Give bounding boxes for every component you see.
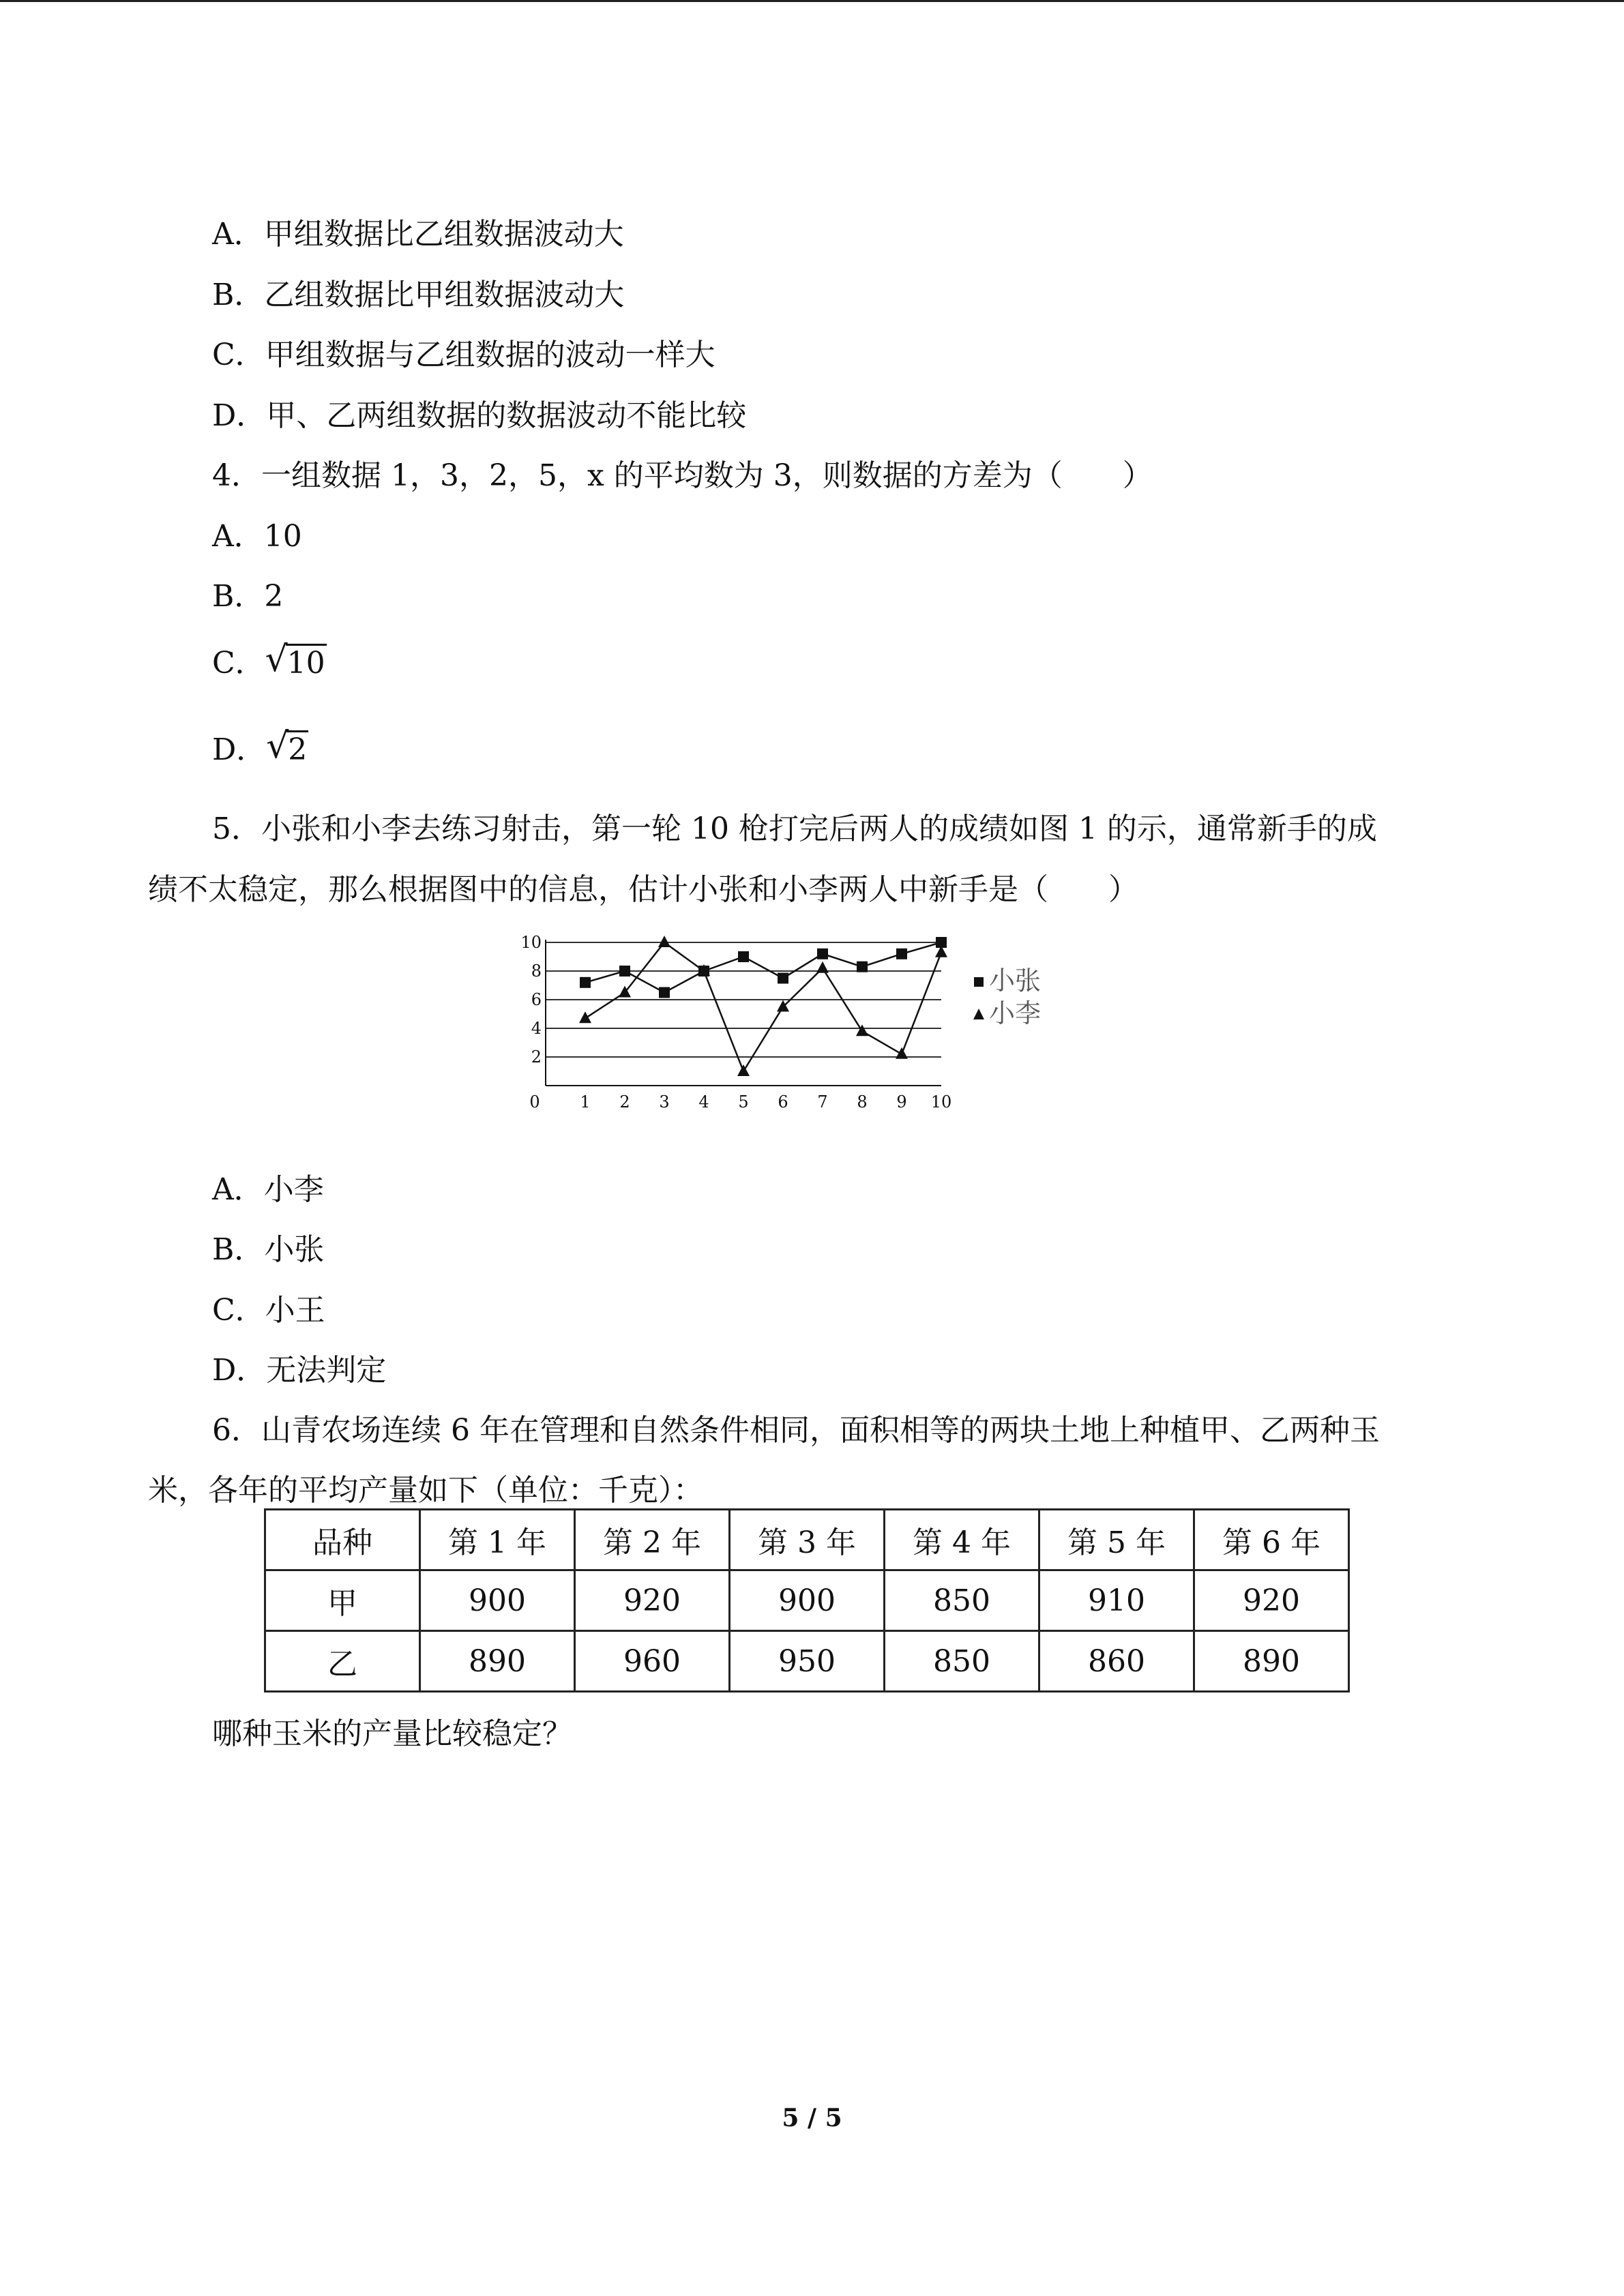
- legend-marker-triangle: [973, 1009, 984, 1019]
- option-a-q4: A．10: [212, 519, 302, 554]
- series-line-2: [585, 942, 941, 1071]
- sqrt-10-radicand: 10: [286, 644, 327, 681]
- table-cell: 960: [575, 1631, 730, 1692]
- question-6-stem-line1: 6．山青农场连续 6 年在管理和自然条件相同，面积相等的两块土地上种植甲、乙两种玉: [212, 1413, 1380, 1448]
- sqrt-2-radicand: 2: [286, 730, 308, 767]
- data-point-triangle: [737, 1064, 750, 1076]
- page-number: 5 / 5: [782, 2104, 842, 2132]
- table-cell: 920: [1194, 1570, 1349, 1631]
- data-point-triangle: [856, 1024, 868, 1036]
- legend-label: 小张: [989, 966, 1042, 996]
- option-c-q4: [212, 639, 327, 683]
- data-point-square: [580, 977, 591, 988]
- data-point-triangle: [658, 936, 670, 947]
- x-tick-label: 0: [529, 1092, 540, 1112]
- sqrt-2: √ 2: [266, 726, 308, 767]
- data-point-triangle: [896, 1047, 908, 1059]
- table-cell: 850: [885, 1570, 1039, 1631]
- x-tick-label: 6: [778, 1092, 788, 1112]
- table-cell: 乙: [265, 1631, 420, 1692]
- data-point-square: [817, 949, 828, 959]
- option-d-q3: D．甲、乙两组数据的数据波动不能比较: [212, 398, 747, 433]
- y-tick-label: 8: [531, 961, 542, 981]
- option-d-q4: [212, 726, 308, 769]
- option-c-q4-prefix: C．: [212, 646, 265, 681]
- table-cell: 甲: [265, 1570, 420, 1631]
- x-tick-label: 7: [817, 1092, 828, 1112]
- data-point-triangle: [579, 1011, 591, 1023]
- table-header-cell: 第 5 年: [1039, 1510, 1194, 1570]
- table-header-cell: 第 4 年: [885, 1510, 1039, 1570]
- shooting-score-chart: [518, 927, 1091, 1112]
- table-cell: 900: [730, 1570, 885, 1631]
- option-a-q5: A．小李: [212, 1172, 324, 1207]
- table-header-cell: 第 3 年: [730, 1510, 885, 1570]
- option-a-q3: A．甲组数据比乙组数据波动大: [212, 217, 624, 252]
- table-cell: 860: [1039, 1631, 1194, 1692]
- legend-label: 小李: [989, 998, 1042, 1028]
- x-tick-label: 3: [659, 1092, 670, 1112]
- table-header-cell: 第 2 年: [575, 1510, 730, 1570]
- option-d-q5: D．无法判定: [212, 1353, 387, 1388]
- option-c-q3: C．甲组数据与乙组数据的波动一样大: [212, 338, 715, 372]
- table-cell: 950: [730, 1631, 885, 1692]
- table-row: [265, 1631, 1349, 1692]
- data-point-triangle: [816, 961, 829, 973]
- data-point-square: [778, 973, 788, 984]
- x-tick-label: 2: [619, 1092, 630, 1112]
- data-point-square: [857, 961, 868, 972]
- table-header-cell: 品种: [265, 1510, 420, 1570]
- x-tick-label: 5: [738, 1092, 749, 1112]
- legend-marker-square: [974, 977, 984, 987]
- top-border: [0, 0, 1624, 2]
- x-tick-label: 8: [857, 1092, 868, 1112]
- x-tick-label: 4: [698, 1092, 709, 1112]
- table-cell: 890: [420, 1631, 575, 1692]
- option-b-q5: B．小张: [212, 1232, 325, 1267]
- option-b-q3: B．乙组数据比甲组数据波动大: [212, 278, 625, 312]
- question-6-stem-line2: 米，各年的平均产量如下（单位：千克）：: [148, 1473, 703, 1508]
- data-point-square: [738, 951, 749, 962]
- table-cell: 900: [420, 1570, 575, 1631]
- corn-yield-table: [264, 1508, 1350, 1693]
- question-4-stem: 4．一组数据 1，3，2，5，x 的平均数为 3，则数据的方差为（ ）: [212, 458, 1153, 493]
- series-line-1: [585, 942, 941, 993]
- option-d-q4-prefix: D．: [212, 732, 267, 767]
- table-cell: 910: [1039, 1570, 1194, 1631]
- y-tick-label: 10: [520, 933, 542, 952]
- x-tick-label: 9: [896, 1092, 907, 1112]
- option-b-q4: B．2: [212, 579, 284, 614]
- table-header-row: [265, 1510, 1349, 1570]
- table-cell: 850: [885, 1631, 1039, 1692]
- y-tick-label: 2: [531, 1047, 542, 1067]
- table-cell: 920: [575, 1570, 730, 1631]
- table-cell: 890: [1194, 1631, 1349, 1692]
- question-5-stem-line1: 5．小张和小李去练习射击，第一轮 10 枪打完后两人的成绩如图 1 的示，通常新手的成: [212, 811, 1377, 846]
- y-tick-label: 6: [531, 990, 542, 1009]
- question-6-question: 哪种玉米的产量比较稳定？: [212, 1716, 572, 1751]
- table-header-cell: 第 6 年: [1194, 1510, 1349, 1570]
- question-5-stem-line2: 绩不太稳定，那么根据图中的信息，估计小张和小李两人中新手是（ ）: [148, 872, 1138, 907]
- table-row: [265, 1570, 1349, 1631]
- table-header-cell: 第 1 年: [420, 1510, 575, 1570]
- data-point-square: [659, 987, 670, 998]
- sqrt-10: √ 10: [265, 639, 325, 681]
- x-tick-label: 10: [930, 1092, 952, 1112]
- x-tick-label: 1: [580, 1092, 591, 1112]
- option-c-q5: C．小王: [212, 1293, 325, 1328]
- data-point-square: [619, 966, 630, 976]
- y-tick-label: 4: [531, 1019, 542, 1038]
- data-point-square: [896, 949, 907, 959]
